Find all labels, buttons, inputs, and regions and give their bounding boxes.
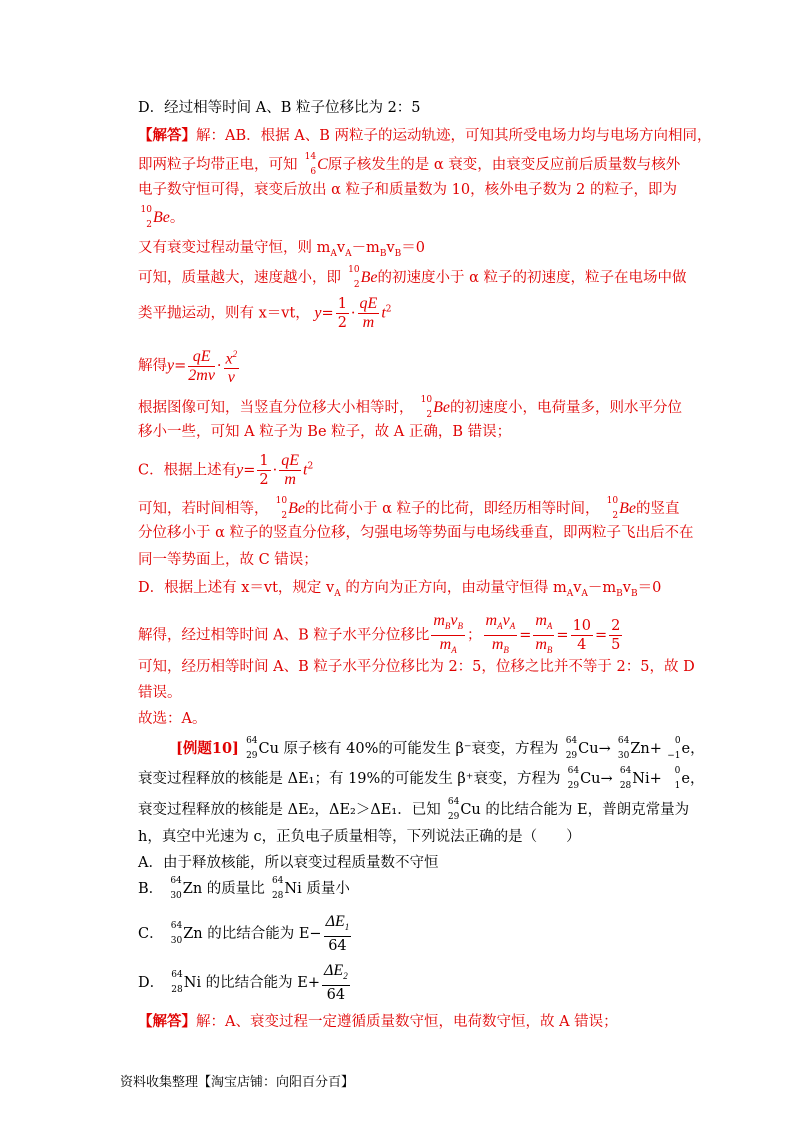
option-d-line-4: 错误。 xyxy=(138,685,182,701)
nuclide-be10: 10 2 xyxy=(140,205,152,230)
nuclide-c14: 14 6 xyxy=(304,152,317,177)
answer-text: C．根据上述有 xyxy=(138,462,237,479)
momentum-line: 又有衰变过程动量守恒，则 $m_Av_A-m_Bv_B=0$ xyxy=(138,240,425,259)
option-d: D． 64 28 Ni 的比结合能为 E+ $\frac{\Delta E_2}{64}$ xyxy=(138,962,348,1004)
example-text: 衰变过程释放的核能是 ΔE₂，ΔE₂＞ΔE₁．已知 xyxy=(138,802,441,818)
example-tag: [例题10] xyxy=(176,740,239,757)
nuclide-zn64: 64 30 xyxy=(170,921,183,947)
answer-text: 根据图像可知，当竖直分位移大小相等时， xyxy=(138,400,414,416)
answer-tag: 【解答】 xyxy=(138,1013,196,1030)
nuclide-ni64: 64 28 xyxy=(171,970,183,996)
answer-text: 可知，质量越大，速度越小，即 xyxy=(138,270,341,286)
example-text: Cu 的比结合能为 E，普朗克常量为 xyxy=(460,802,690,818)
answer-text: 可知，若时间相等， xyxy=(138,501,269,517)
answer-text: 解：A、衰变过程一定遵循质量数守恒，电荷数守恒，故 A 错误； xyxy=(196,1014,618,1030)
example-text: Cu 原子核有 40%的可能发生 β⁻衰变，方程为 xyxy=(258,741,559,757)
nuclide-cu64: 64 29 xyxy=(246,736,258,761)
mass-line-1: 可知，质量越大，速度越小，即 10 2 Be的初速度小于 α 粒子的初速度，粒子在电场中做 xyxy=(138,265,687,290)
example-line-1: [例题10] 64 29 Cu 原子核有 40%的可能发生 β⁻衰变，方程为 64 29 Cu→ 64 30 Zn+ 0 −1 e， xyxy=(176,736,705,761)
nuclide-cu64: 64 29 xyxy=(567,766,580,791)
option-d-line-1: D．根据上述有 x＝vt，规定 $v_A$ 的方向为正方向，由动量守恒得 $m_Av_A-m_Bv_B=0$ xyxy=(138,580,662,599)
answer-line-3: 电子数守恒可得，衰变后放出 α 粒子和质量数为 10，核外电子数为 2 的粒子，即为 xyxy=(138,182,678,198)
option-c-line-1: C．根据上述有y= $\frac{1}{2}$ · $\frac{qE}{m}$ $t^2$ xyxy=(138,452,314,488)
option-c: C． 64 30 Zn 的比结合能为 E− $\frac{\Delta E_1}{64}$ xyxy=(138,913,350,955)
option-label: C． xyxy=(138,926,164,943)
nuclide-be10: 10 2 xyxy=(348,265,360,290)
option-label: B． xyxy=(138,881,164,897)
example-line-4: h，真空中光速为 c，正负电子质量相等，下列说法正确的是（ ） xyxy=(138,829,581,845)
answer-text: 解得，经过相等时间 A、B 粒子水平分位移比 xyxy=(138,627,430,644)
answer-line-1 xyxy=(138,126,711,146)
electron-symbol: 0 −1 xyxy=(667,736,681,761)
answer-text: 解：AB．根据 A、B 两粒子的运动轨迹，可知其所受电场力均与电场方向相同， xyxy=(196,128,712,144)
nuclide-cu64: 64 29 xyxy=(447,797,460,822)
option-d-line-2: 解得，经过相等时间 A、B 粒子水平分位移比 $\frac{m_Bv_B}{m_A}$ ； $\frac{m_Av_A}{m_B}$ = $\frac{m_A}{m_B}$ = $\frac{10}{4}$ = $\frac{2}{5}$ xyxy=(138,612,621,656)
answer2-line xyxy=(138,1012,618,1032)
nuclide-ni64: 64 28 xyxy=(271,876,284,901)
option-text: Zn 的质量比 xyxy=(182,881,265,897)
answer-text: 的初速度小于 α 粒子的初速度，粒子在电场中做 xyxy=(377,270,687,286)
option-label: D． xyxy=(138,975,165,992)
option-text: Zn 的比结合能为 E− xyxy=(183,926,322,943)
answer-text: 。 xyxy=(169,210,185,226)
example-text: 衰变过程释放的核能是 ΔE₁；有 19%的可能发生 β⁺衰变，方程为 xyxy=(138,771,561,787)
answer-text: 的初速度小，电荷量多，则水平分位 xyxy=(449,400,682,416)
option-c-line-3: 分位移小于 α 粒子的竖直分位移，匀强电场等势面与电场线垂直，即两粒子飞出后不在 xyxy=(138,525,694,541)
option-c-line-4: 同一等势面上，故 C 错误； xyxy=(138,552,318,568)
nuclide-be10: 10 2 xyxy=(420,395,433,420)
option-text: Ni 质量小 xyxy=(284,881,350,897)
option-text: Ni 的比结合能为 E+ xyxy=(183,975,321,992)
option-d-question: D．经过相等时间 A、B 粒子位移比为 2：5 xyxy=(138,100,421,116)
answer-text: 类平抛运动，则有 x＝vt， xyxy=(138,305,310,322)
option-c-line-2: 可知，若时间相等， 10 2 Be的比荷小于 α 粒子的比荷，即经历相等时间， 10 2 Be的竖直 xyxy=(138,496,680,521)
nuclide-be10: 10 2 xyxy=(606,496,619,521)
nuclide-be10: 10 2 xyxy=(275,496,288,521)
option-d-line-3: 可知，经历相等时间 A、B 粒子水平分位移比为 2：5，位移之比并不等于 2：5，故 D xyxy=(138,659,695,675)
answer-text: 的竖直 xyxy=(635,501,680,517)
selection-line: 故选：A。 xyxy=(138,711,207,727)
answer-text: 原子核发生的是 α 衰变，由衰变反应前后质量数与核外 xyxy=(327,157,681,173)
answer-line-2: 即两粒子均带正电，可知 14 6 C原子核发生的是 α 衰变，由衰变反应前后质量数与核外 xyxy=(138,152,681,177)
example-line-2: 衰变过程释放的核能是 ΔE₁；有 19%的可能发生 β⁺衰变，方程为 64 29 Cu→ 64 28 Ni+ 0 1 e， xyxy=(138,766,705,791)
nuclide-cu64: 64 29 xyxy=(565,736,578,761)
answer-tag: 【解答】 xyxy=(138,127,196,144)
answer-text: 的比荷小于 α 粒子的比荷，即经历相等时间， xyxy=(304,501,600,517)
page-footer: 资料收集整理【淘宝店铺：向阳百分百】 xyxy=(120,1075,355,1090)
positron-symbol: 0 1 xyxy=(674,766,681,791)
nuclide-ni64: 64 28 xyxy=(619,766,632,791)
nuclide-zn64: 64 30 xyxy=(617,736,630,761)
example-line-3 xyxy=(138,797,689,823)
solve-line: 解得y= $\frac{qE}{2mv}$ · $\frac{x^2}{v}$ xyxy=(138,345,241,387)
mass-line-2: 类平抛运动，则有 x＝vt， y= $\frac{1}{2}$ · $\frac{qE}{m}$ $t^2$ xyxy=(138,295,392,331)
option-a: A．由于释放核能，所以衰变过程质量数不守恒 xyxy=(138,855,439,871)
answer-text: 解得 xyxy=(138,358,167,375)
option-b xyxy=(138,876,350,902)
answer-text: 即两粒子均带正电，可知 xyxy=(138,157,298,173)
image-line-2: 移小一些，可知 A 粒子为 Be 粒子，故 A 正确，B 错误； xyxy=(138,424,512,440)
image-line-1: 根据图像可知，当竖直分位移大小相等时， 10 2 Be的初速度小，电荷量多，则水平分位 xyxy=(138,395,682,420)
nuclide-zn64: 64 30 xyxy=(170,876,182,901)
answer-line-4: 10 2 Be。 xyxy=(138,205,184,231)
